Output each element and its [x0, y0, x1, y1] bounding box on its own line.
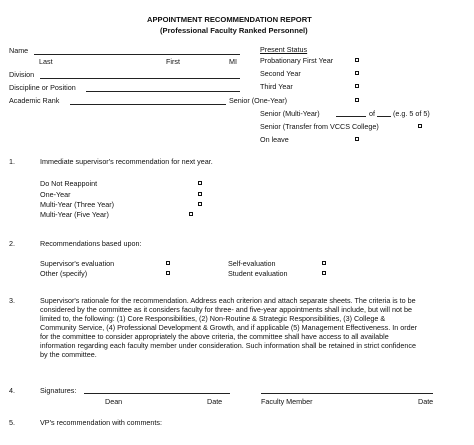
- dean-signature-field[interactable]: [84, 393, 230, 394]
- name-label: Name: [9, 46, 29, 55]
- basis-self-eval-label: Self-evaluation: [228, 259, 276, 268]
- status-third-year-label: Third Year: [260, 82, 293, 91]
- basis-self-eval-checkbox[interactable]: [322, 261, 326, 265]
- option-three-year-label: Multi-Year (Three Year): [40, 200, 115, 209]
- faculty-date-label: Date: [418, 397, 434, 406]
- section2-number: 2.: [9, 239, 15, 248]
- basis-student-eval-checkbox[interactable]: [322, 271, 326, 275]
- option-one-year-label: One-Year: [40, 190, 71, 199]
- option-do-not-reappoint-checkbox[interactable]: [198, 181, 202, 185]
- option-one-year-checkbox[interactable]: [198, 192, 202, 196]
- dean-label: Dean: [105, 397, 123, 406]
- signatures-label: Signatures:: [40, 386, 77, 395]
- faculty-member-label: Faculty Member: [261, 397, 313, 406]
- multi-year-count-field[interactable]: [336, 116, 366, 117]
- name-sub-mi: MI: [229, 57, 237, 66]
- report-subtitle: (Professional Faculty Ranked Personnel): [160, 26, 308, 35]
- status-on-leave-label: On leave: [260, 135, 289, 144]
- discipline-label: Discipline or Position: [9, 83, 76, 92]
- section3-line-2: considered by the committee as it considers faculty for three- and five-year appointments shall include, but will not be: [40, 305, 412, 314]
- status-second-year-checkbox[interactable]: [355, 71, 359, 75]
- multi-year-total-field[interactable]: [377, 116, 391, 117]
- section2-prompt: Recommendations based upon:: [40, 239, 142, 248]
- status-second-year-label: Second Year: [260, 69, 301, 78]
- status-third-year-checkbox[interactable]: [355, 84, 359, 88]
- status-senior-one-year-checkbox[interactable]: [355, 98, 359, 102]
- name-sub-first: First: [166, 57, 180, 66]
- name-field[interactable]: [34, 54, 240, 55]
- status-on-leave-checkbox[interactable]: [355, 137, 359, 141]
- option-five-year-checkbox[interactable]: [189, 212, 193, 216]
- status-senior-transfer-checkbox[interactable]: [418, 124, 422, 128]
- section3-line-7: by the committee.: [40, 350, 97, 359]
- report-title: APPOINTMENT RECOMMENDATION REPORT: [147, 15, 312, 24]
- section3-line-5: for the committee to consider appropriately the above criteria, the committee shall have access to all available: [40, 332, 389, 341]
- option-do-not-reappoint-label: Do Not Reappoint: [40, 179, 98, 188]
- option-five-year-label: Multi-Year (Five Year): [40, 210, 109, 219]
- basis-supervisor-eval-label: Supervisor's evaluation: [40, 259, 115, 268]
- section5-number: 5.: [9, 418, 15, 427]
- division-label: Division: [9, 70, 35, 79]
- vp-recommendation-label: VP's recommendation with comments:: [40, 418, 163, 427]
- basis-student-eval-label: Student evaluation: [228, 269, 288, 278]
- basis-other-checkbox[interactable]: [166, 271, 170, 275]
- section3-line-1: Supervisor's rationale for the recommendation. Address each criterion and attach separate sheets. The criteria is to be: [40, 296, 416, 305]
- status-senior-one-year-label: Senior (One-Year): [229, 96, 288, 105]
- name-sub-last: Last: [39, 57, 53, 66]
- discipline-field[interactable]: [86, 91, 240, 92]
- academic-rank-field[interactable]: [70, 104, 226, 105]
- dean-date-label: Date: [207, 397, 223, 406]
- present-status-heading: Present Status: [260, 45, 308, 54]
- division-field[interactable]: [40, 78, 240, 79]
- multi-year-of-text: of: [369, 109, 375, 118]
- section4-number: 4.: [9, 386, 15, 395]
- status-senior-multi-year-label: Senior (Multi-Year): [260, 109, 320, 118]
- status-probationary-checkbox[interactable]: [355, 58, 359, 62]
- section3-number: 3.: [9, 296, 15, 305]
- basis-other-label: Other (specify): [40, 269, 88, 278]
- basis-supervisor-eval-checkbox[interactable]: [166, 261, 170, 265]
- multi-year-example: (e.g. 5 of 5): [393, 109, 430, 118]
- faculty-signature-field[interactable]: [261, 393, 433, 394]
- section1-number: 1.: [9, 157, 15, 166]
- option-three-year-checkbox[interactable]: [198, 202, 202, 206]
- section3-line-3: limited to, the following: (1) Core Responsibilities, (2) Non-Routine & Strategic Responsibilities, (3) College &: [40, 314, 386, 323]
- section3-line-6: information regarding each faculty member under consideration. Such information shall be retained in strict confidence: [40, 341, 416, 350]
- status-senior-transfer-label: Senior (Transfer from VCCS College): [260, 122, 379, 131]
- status-probationary-label: Probationary First Year: [260, 56, 334, 65]
- academic-rank-label: Academic Rank: [9, 96, 60, 105]
- section3-line-4: Community Service, (4) Professional Development & Growth, and if applicable (5) Management Effectiveness. In order: [40, 323, 417, 332]
- section1-prompt: Immediate supervisor's recommendation for next year.: [40, 157, 213, 166]
